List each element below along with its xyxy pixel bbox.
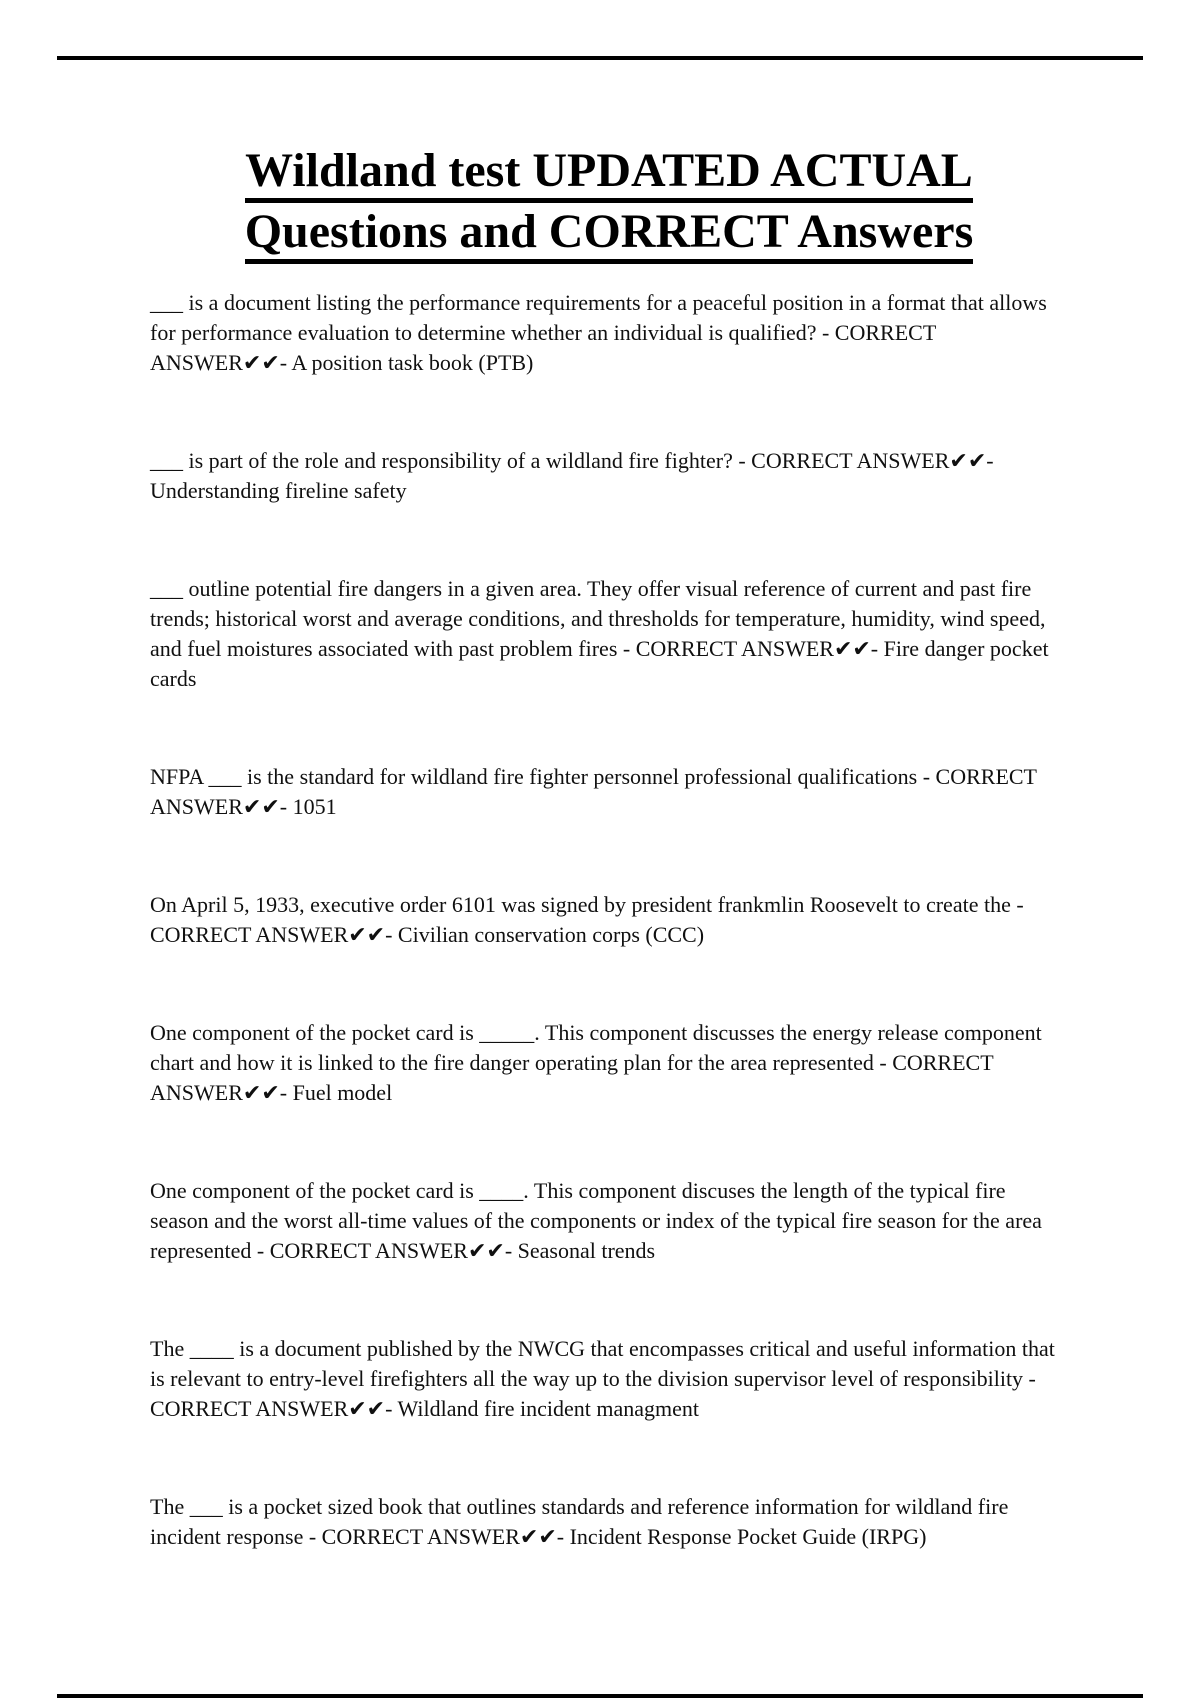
top-divider bbox=[57, 56, 1143, 60]
qa-paragraph: ___ is part of the role and responsibility of a wildland fire fighter? - CORRECT ANSWER✔✔- Understanding fireline safety bbox=[150, 448, 994, 503]
page-title-line1: Wildland test UPDATED ACTUAL bbox=[245, 146, 973, 203]
qa-paragraph: On April 5, 1933, executive order 6101 was signed by president frankmlin Roosevelt to create the - CORRECT ANSWER✔✔- Civilian conservation corps (CCC) bbox=[150, 892, 1024, 947]
qa-paragraph: One component of the pocket card is ____. This component discuses the length of the typical fire season and the worst all-time values of the components or index of the typical fire season for the area represented - CORRECT ANSWER✔✔- Seasonal trends bbox=[150, 1178, 1042, 1263]
qa-paragraph: One component of the pocket card is _____. This component discusses the energy release component chart and how it is linked to the fire danger operating plan for the area represented - CORRECT ANSWER✔✔- Fuel model bbox=[150, 1020, 1042, 1105]
qa-paragraph: The ____ is a document published by the NWCG that encompasses critical and useful information that is relevant to entry-level firefighters all the way up to the division supervisor level of responsibility - CORRECT ANSWER✔✔- Wildland fire incident managment bbox=[150, 1336, 1055, 1421]
bottom-divider bbox=[57, 1694, 1143, 1698]
document-content bbox=[150, 142, 1068, 1552]
qa-paragraph: ___ is a document listing the performance requirements for a peaceful position in a format that allows for performance evaluation to determine whether an individual is qualified? - CORRECT ANSWER✔✔- A position task book (PTB) bbox=[150, 290, 1047, 375]
qa-list bbox=[150, 288, 1068, 1552]
qa-paragraph: NFPA ___ is the standard for wildland fire fighter personnel professional qualifications - CORRECT ANSWER✔✔- 1051 bbox=[150, 764, 1037, 819]
page-title-line2: Questions and CORRECT Answers bbox=[245, 207, 974, 264]
qa-paragraph: The ___ is a pocket sized book that outlines standards and reference information for wildland fire incident response - CORRECT ANSWER✔✔- Incident Response Pocket Guide (IRPG) bbox=[150, 1494, 1009, 1549]
qa-paragraph: ___ outline potential fire dangers in a given area. They offer visual reference of current and past fire trends; historical worst and average conditions, and thresholds for temperature, humidity, wind speed, and fuel moistures associated with past problem fires - CORRECT ANSWER✔✔- Fire danger pocket cards bbox=[150, 576, 1049, 691]
page-title bbox=[150, 142, 1068, 264]
